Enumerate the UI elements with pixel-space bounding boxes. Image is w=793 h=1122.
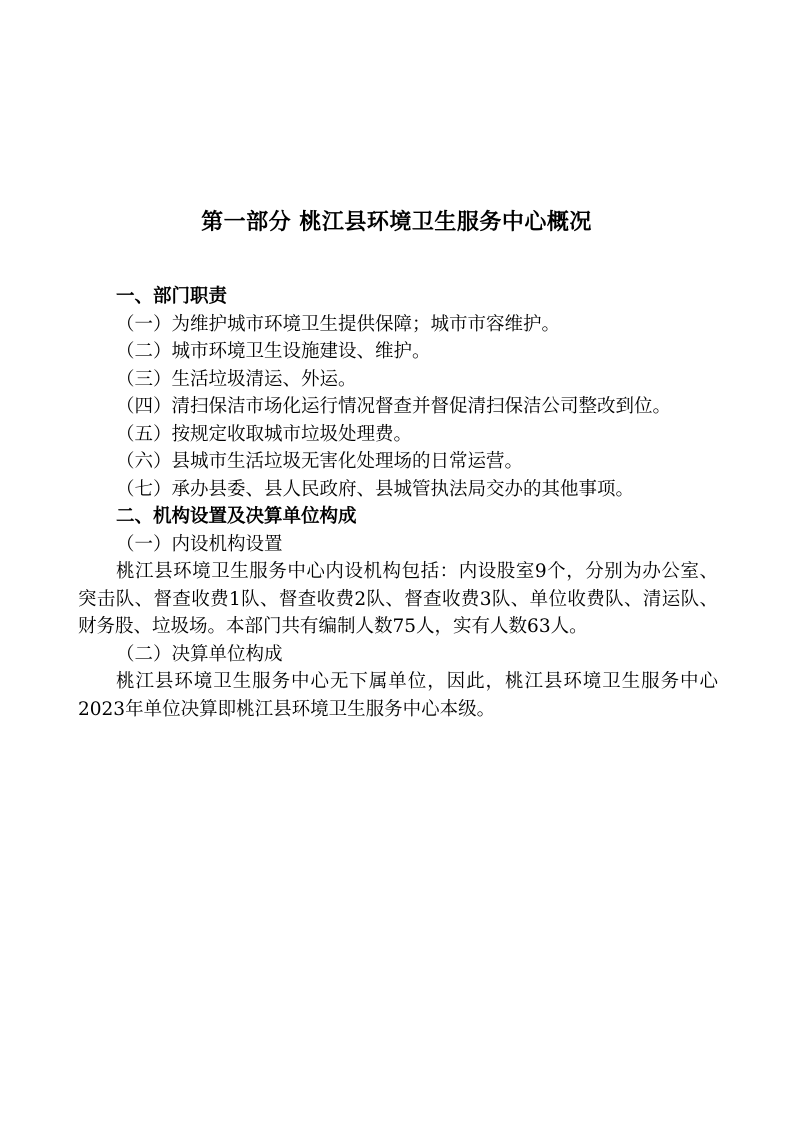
duty-item-2: （二）城市环境卫生设施建设、维护。 [116, 341, 431, 362]
duty-item-6: （六）县城市生活垃圾无害化处理场的日常运营。 [116, 451, 524, 472]
duty-item-5: （五）按规定收取城市垃圾处理费。 [116, 423, 413, 445]
page-title: 第一部分 桃江县环境卫生服务中心概况 [201, 210, 592, 235]
duty-item-1: （一）为维护城市环境卫生提供保障；城市市容维护。 [116, 313, 561, 335]
section-heading-duties: 一、部门职责 [116, 286, 228, 307]
duty-item-4: （四）清扫保洁市场化运行情况督查并督促清扫保洁公司整改到位。 [116, 396, 672, 417]
section-heading-organization: 二、机构设置及决算单位构成 [116, 506, 357, 527]
subheading-accounting-units: （二）决算单位构成 [116, 643, 283, 665]
internal-structure-paragraph: 桃江县环境卫生服务中心内设机构包括：内设股室9个，分别为办公室、突击队、督查收费1队、督查收费2队、督查收费3队、单位收费队、清运队、财务股、垃圾场。本部门共有编制人数75人，实有人数63人。 [78, 561, 718, 637]
accounting-units-paragraph: 桃江县环境卫生服务中心无下属单位，因此，桃江县环境卫生服务中心2023年单位决算即桃江县环境卫生服务中心本级。 [78, 671, 718, 720]
duty-item-7: （七）承办县委、县人民政府、县城管执法局交办的其他事项。 [116, 478, 635, 500]
duty-item-3: （三）生活垃圾清运、外运。 [116, 368, 357, 390]
subheading-internal-structure: （一）内设机构设置 [116, 533, 283, 555]
document-body [78, 283, 718, 723]
